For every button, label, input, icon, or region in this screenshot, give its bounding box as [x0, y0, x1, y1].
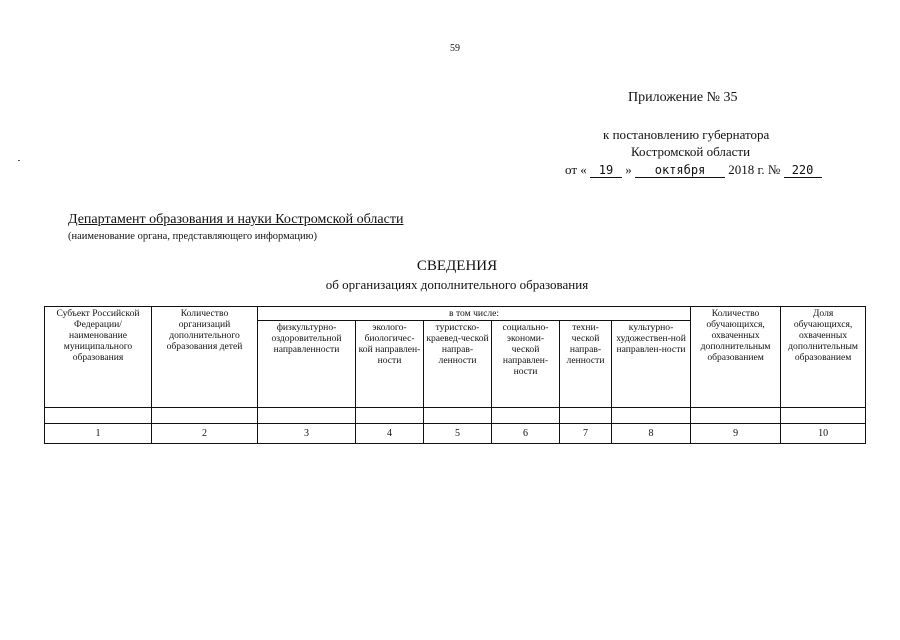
- column-number: 9: [691, 424, 781, 444]
- date-month-handwritten: октября: [635, 164, 725, 178]
- column-number: 2: [152, 424, 258, 444]
- header-ecology: эколого-биологичес-кой направлен-ности: [356, 321, 424, 408]
- column-number: 3: [258, 424, 356, 444]
- date-year: 2018 г. №: [728, 162, 781, 177]
- header-social-economic: социально-экономи-ческой направлен-ности: [492, 321, 560, 408]
- column-number-row: [45, 424, 866, 444]
- header-sports: физкультурно-оздоровительной направленности: [258, 321, 356, 408]
- date-mid: »: [625, 162, 632, 177]
- column-number: 4: [356, 424, 424, 444]
- resolution-date: [565, 162, 822, 178]
- header-students-share: Доля обучающихся, охваченных дополнительным образованием: [781, 307, 866, 408]
- scan-mark: [18, 160, 20, 161]
- column-number: 5: [424, 424, 492, 444]
- header-students-count: Количество обучающихся, охваченных дополнительным образованием: [691, 307, 781, 408]
- column-number: 10: [781, 424, 866, 444]
- header-subject: Субъект Российской Федерации/ наименование муниципального образования: [45, 307, 152, 408]
- header-including: в том числе:: [258, 307, 691, 321]
- resolution-line-2: Костромской области: [631, 144, 751, 159]
- organizations-table: [44, 306, 866, 444]
- resolution-line-1: к постановлению губернатора: [603, 127, 770, 142]
- date-prefix: от «: [565, 162, 587, 177]
- page-number: 59: [450, 43, 460, 54]
- department-caption: (наименование органа, представляющего информацию): [68, 231, 317, 242]
- header-technical: техни-ческой направ-ленности: [560, 321, 612, 408]
- appendix-title: Приложение № 35: [628, 90, 738, 105]
- document-subtitle: об организациях дополнительного образования: [325, 277, 589, 292]
- column-number: 6: [492, 424, 560, 444]
- table-spacer-row: [45, 408, 866, 424]
- header-tourism: туристско-краевед-ческой направ-ленности: [424, 321, 492, 408]
- resolution-number-handwritten: 220: [784, 164, 822, 178]
- header-arts: культурно-художествен-ной направлен-ности: [612, 321, 691, 408]
- department-name: Департамент образования и науки Костромской области: [68, 212, 404, 227]
- column-number: 1: [45, 424, 152, 444]
- date-day-handwritten: 19: [590, 164, 622, 178]
- header-org-count: Количество организаций дополнительного образования детей: [152, 307, 258, 408]
- column-number: 7: [560, 424, 612, 444]
- table-header-row: [45, 307, 866, 321]
- document-title: СВЕДЕНИЯ: [416, 258, 498, 274]
- column-number: 8: [612, 424, 691, 444]
